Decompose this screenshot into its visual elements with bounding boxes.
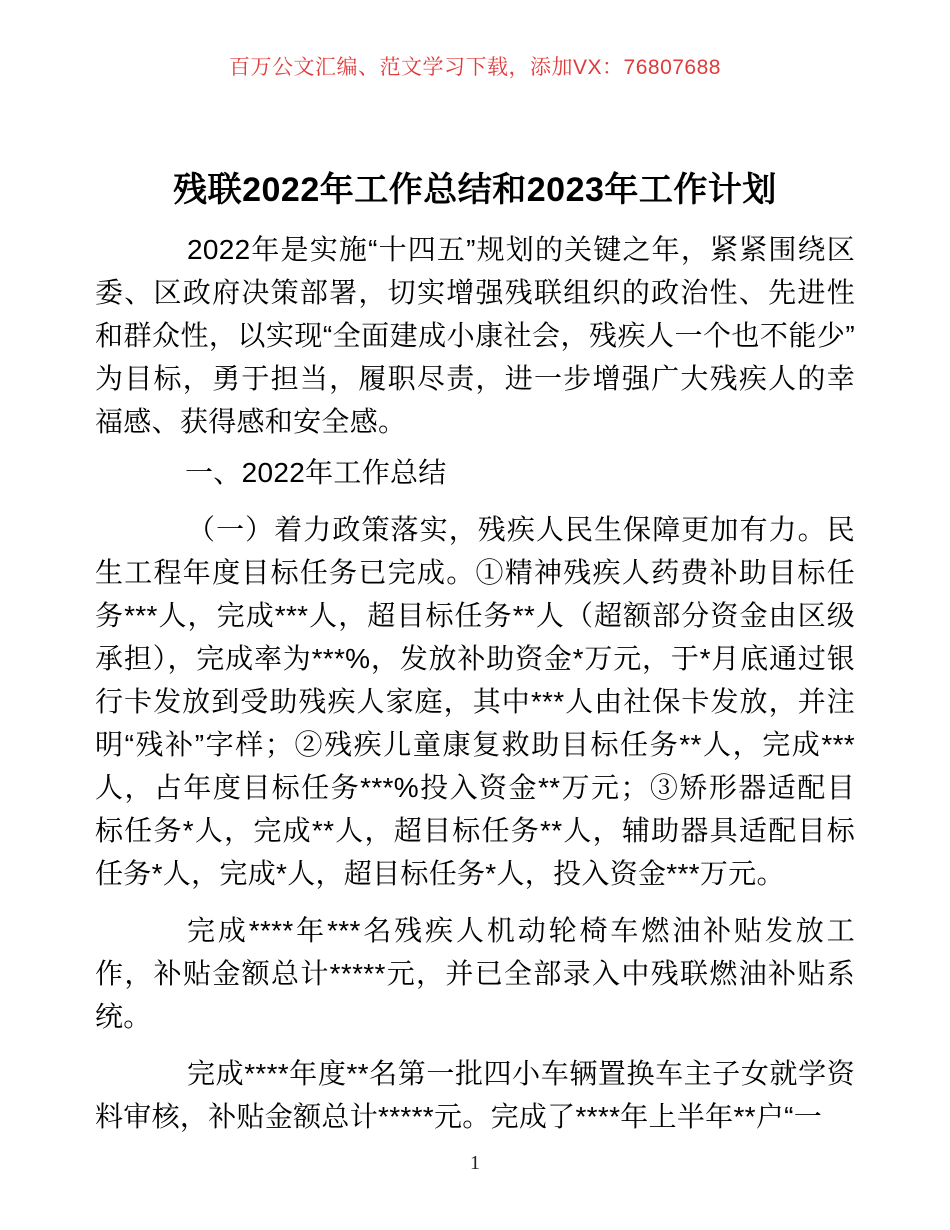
document-title: 残联2022年工作总结和2023年工作计划 bbox=[173, 171, 777, 209]
document-content bbox=[95, 0, 855, 1138]
paragraph-vehicle-replacement: 完成****年度**名第一批四小车辆置换车主子女就学资料审核，补贴金额总计*****元。完成了****年上半年**户“一 bbox=[95, 1058, 855, 1132]
paragraph-intro: 2022年是实施“十四五”规划的关键之年，紧紧围绕区委、区政府决策部署，切实增强残联组织的政治性、先进性和群众性，以实现“全面建成小康社会，残疾人一个也不能少”为目标，勇于担当，履职尽责，进一步增强广大残疾人的幸福感、获得感和安全感。 bbox=[95, 234, 855, 437]
section-heading-2022-work-summary: 一、2022年工作总结 bbox=[185, 457, 447, 488]
paragraph-fuel-subsidy: 完成****年***名残疾人机动轮椅车燃油补贴发放工作，补贴金额总计*****元，并已全部录入中残联燃油补贴系统。 bbox=[95, 915, 855, 1032]
paragraph-policy-implementation: （一）着力政策落实，残疾人民生保障更加有力。民生工程年度目标任务已完成。①精神残疾人药费补助目标任务***人，完成***人，超目标任务**人（超额部分资金由区级承担），完成率为***%，发放补助资金*万元，于*月底通过银行卡发放到受助残疾人家庭，其中***人由社保卡发放，并注明“残补”字样；②残疾儿童康复救助目标任务**人，完成***人，占年度目标任务***%投入资金**万元；③矫形器适配目标任务*人，完成**人，超目标任务**人，辅助器具适配目标任务*人，完成*人，超目标任务*人，投入资金***万元。 bbox=[95, 514, 855, 889]
header-promo-text: 百万公文汇编、范文学习下载，添加VX：76807688 bbox=[229, 56, 721, 79]
page-number: 1 bbox=[470, 1152, 480, 1174]
